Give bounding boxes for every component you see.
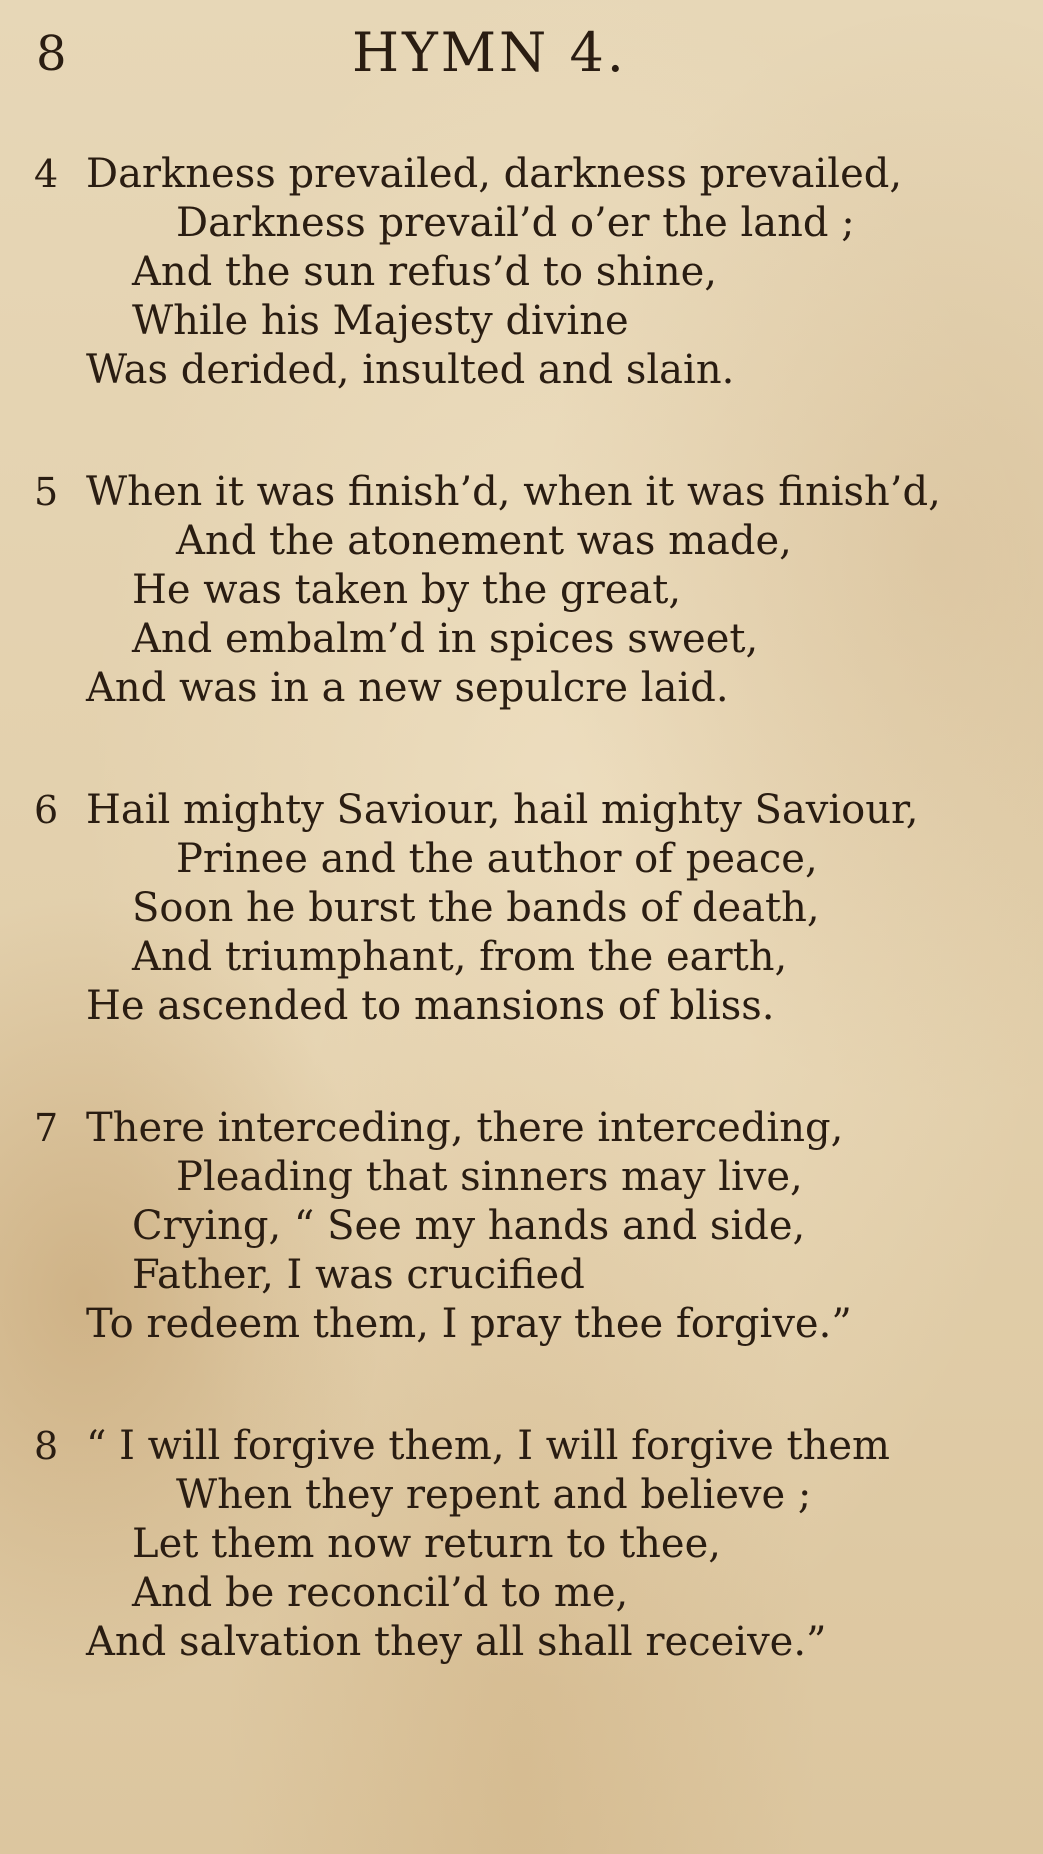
verse-line: Father, I was crucified xyxy=(132,1252,585,1298)
verse-number: 8 xyxy=(34,1424,59,1468)
verse-line: And was in a new sepulcre laid. xyxy=(86,665,729,711)
verse-4 xyxy=(0,150,1043,415)
verse-line: There interceding, there interceding, xyxy=(86,1105,844,1151)
verse-line: Darkness prevail’d o’er the land ; xyxy=(176,200,855,246)
verse-line: While his Majesty divine xyxy=(132,298,629,344)
page-number: 8 xyxy=(36,26,67,82)
verse-line: And the sun refus’d to shine, xyxy=(132,249,717,295)
verse-7 xyxy=(0,1104,1043,1369)
page-header xyxy=(0,14,1043,94)
verse-line: When they repent and believe ; xyxy=(176,1472,812,1518)
verse-line: When it was finish’d, when it was finish’d, xyxy=(86,469,941,515)
verse-number: 5 xyxy=(34,470,59,514)
verse-number: 7 xyxy=(34,1106,59,1150)
verse-line: Hail mighty Saviour, hail mighty Saviour, xyxy=(86,787,919,833)
verse-line: He ascended to mansions of bliss. xyxy=(86,983,775,1029)
verse-5 xyxy=(0,468,1043,733)
verse-8 xyxy=(0,1422,1043,1687)
verse-line: Was derided, insulted and slain. xyxy=(86,347,735,393)
hymn-title: HYMN 4. xyxy=(352,21,627,84)
verse-line: To redeem them, I pray thee forgive.” xyxy=(86,1301,852,1347)
verse-line: He was taken by the great, xyxy=(132,567,682,613)
verse-line: And triumphant, from the earth, xyxy=(132,934,788,980)
verse-number: 6 xyxy=(34,788,59,832)
verse-line: Prinee and the author of peace, xyxy=(176,836,818,882)
verse-6 xyxy=(0,786,1043,1051)
verse-line: Soon he burst the bands of death, xyxy=(132,885,820,931)
verse-line: Crying, “ See my hands and side, xyxy=(132,1203,806,1249)
verse-number: 4 xyxy=(34,152,59,196)
verse-line: And salvation they all shall receive.” xyxy=(86,1619,827,1665)
verse-line: “ I will forgive them, I will forgive them xyxy=(86,1423,890,1469)
verse-line: Darkness prevailed, darkness prevailed, xyxy=(86,151,903,197)
verse-line: Pleading that sinners may live, xyxy=(176,1154,803,1200)
verse-line: And embalm’d in spices sweet, xyxy=(132,616,759,662)
verse-line: And the atonement was made, xyxy=(176,518,792,564)
verse-line: Let them now return to thee, xyxy=(132,1521,721,1567)
hymn-body xyxy=(0,150,1043,1740)
verse-line: And be reconcil’d to me, xyxy=(132,1570,629,1616)
